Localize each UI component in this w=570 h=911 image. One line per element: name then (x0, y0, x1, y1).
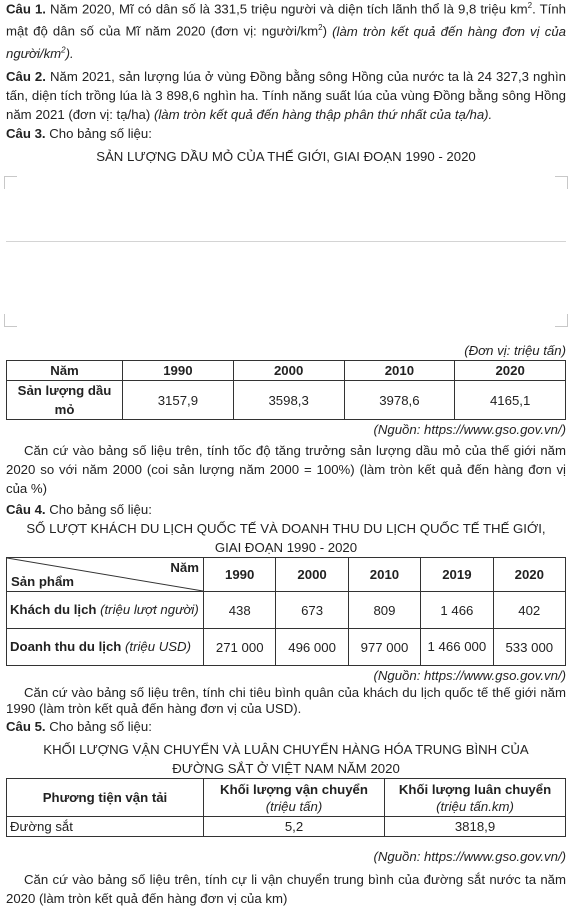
table-2-source-text: (Nguồn: https://www.gso.gov.vn/) (373, 668, 566, 684)
question-1 (6, 0, 566, 63)
question-1-note-sup: 2 (61, 45, 66, 55)
table-2-header-cell: 1990 (204, 558, 276, 592)
table-3-title-line-1: KHỐI LƯỢNG VẬN CHUYỂN VÀ LUÂN CHUYỂN HÀNG HÓA TRUNG BÌNH CỦA (43, 742, 529, 758)
table-2-row (7, 629, 566, 666)
question-5-intro-text: Cho bảng số liệu: (45, 719, 152, 735)
table-2-cell: 809 (348, 592, 420, 629)
question-2-note: (làm tròn kết quả đến hàng thập phân thứ nhất của tạ/ha). (153, 107, 493, 123)
table-2-title-line-2: GIAI ĐOẠN 1990 - 2020 (214, 540, 358, 556)
table-2-source (6, 666, 566, 685)
table-2-corner-cell (7, 558, 204, 592)
table-2-cell: 673 (276, 592, 348, 629)
question-3-label: Câu 3. (6, 126, 46, 142)
table-1-header-cell: 2000 (233, 361, 344, 381)
table-2-cell: 271 000 (204, 629, 276, 666)
table-2-row-label-unit: (triệu lượt người) (100, 602, 199, 618)
table-2 (6, 557, 566, 666)
question-1-label: Câu 1. (6, 1, 46, 17)
table-2-title-line-1: SỐ LƯỢT KHÁCH DU LỊCH QUỐC TẾ VÀ DOANH THU DU LỊCH QUỐC TẾ THẾ GIỚI, (26, 521, 546, 537)
table-1-source (6, 420, 566, 439)
question-5-text: Căn cứ vào bảng số liệu trên, tính cự li vận chuyển trung bình của đường sắt nước ta năm 2020 (làm tròn kết quả đến hàng đơn vị của km) (6, 872, 566, 907)
corner-mark-top-right (555, 176, 568, 189)
table-3-header-cell (385, 779, 566, 817)
corner-mark-bottom-left (4, 314, 17, 327)
table-1-header-cell: 2010 (344, 361, 455, 381)
table-1-source-text: (Nguồn: https://www.gso.gov.vn/) (373, 422, 566, 438)
table-1-header-cell: 2020 (455, 361, 566, 381)
table-2-row-label (7, 592, 204, 629)
question-1-sup-2: 2 (318, 23, 323, 33)
table-1-cell: 3598,3 (233, 381, 344, 420)
question-1-text-2: . Tính mật độ dân số của Mĩ năm 2020 (đơn vị: người/km (6, 1, 566, 39)
question-1-sup-1: 2 (527, 1, 533, 10)
table-2-header-cell: 2010 (348, 558, 420, 592)
table-2-cell: 1 466 (421, 592, 493, 629)
table-2-row-label-text: Doanh thu du lịch (10, 639, 126, 655)
table-1-unit-text: (Đơn vị: triệu tấn) (464, 343, 566, 359)
table-3-title-line-2: ĐƯỜNG SẮT Ở VIỆT NAM NĂM 2020 (172, 761, 400, 777)
corner-mark-bottom-right (555, 314, 568, 327)
table-2-row (7, 592, 566, 629)
question-4-intro-text: Cho bảng số liệu: (45, 502, 152, 518)
question-1-text-3: ) (322, 23, 333, 39)
table-3-header-unit: (triệu tấn) (265, 798, 323, 814)
table-2-corner-bottom: Sản phẩm (11, 574, 75, 590)
table-3-cell: 3818,9 (385, 817, 566, 837)
table-3-header-text: Khối lượng luân chuyển (398, 781, 552, 797)
table-3-source-text: (Nguồn: https://www.gso.gov.vn/) (373, 849, 566, 865)
question-4-text: Căn cứ vào bảng số liệu trên, tính chi tiêu bình quân của khách du lịch quốc tế thế giới năm 1990 (làm tròn kết quả đến hàng đơn vị của USD). (6, 685, 566, 717)
table-1-header-cell: Năm (7, 361, 123, 381)
table-2-header-cell: 2000 (276, 558, 348, 592)
table-3-header-unit: (triệu tấn.km) (436, 798, 514, 814)
table-1 (6, 360, 566, 420)
table-3-source (6, 847, 566, 866)
question-3-text: Căn cứ vào bảng số liệu trên, tính tốc độ tăng trưởng sản lượng dầu mỏ của thế giới năm 2020 so với năm 2000 (coi sản lượng năm 2000 = 100%) (làm tròn kết quả đến hàng đơn vị của %) (6, 443, 566, 497)
question-4-intro (6, 500, 566, 519)
question-1-note-text: (làm tròn kết quả đến hàng đơn vị của người/km (6, 23, 566, 62)
question-1-note-end: ). (65, 46, 74, 62)
table-3-row (7, 817, 566, 837)
table-2-corner-top: Năm (170, 560, 199, 576)
table-2-cell: 533 000 (493, 629, 565, 666)
table-1-unit (6, 341, 566, 360)
table-2-cell: 438 (204, 592, 276, 629)
table-1-row-label: Sản lượng dầu mỏ (7, 381, 123, 420)
divider-line (6, 241, 566, 242)
question-2 (6, 67, 566, 124)
question-4-label: Câu 4. (6, 502, 46, 518)
table-2-cell: 977 000 (348, 629, 420, 666)
table-1-row (7, 381, 566, 420)
table-1-header-row (7, 361, 566, 381)
question-5-intro (6, 717, 566, 736)
table-2-row-label-text: Khách du lịch (10, 602, 101, 618)
table-3-row-label: Đường sắt (7, 817, 204, 837)
question-3-intro-text: Cho bảng số liệu: (45, 126, 152, 142)
table-1-header-cell: 1990 (123, 361, 234, 381)
table-2-row-label-unit: (triệu USD) (125, 639, 191, 655)
table-3-header-text: Khối lượng vận chuyển (220, 781, 368, 797)
question-2-text: Năm 2021, sản lượng lúa ở vùng Đồng bằng sông Hồng của nước ta là 24 327,3 nghìn tấn, diện tích trồng lúa là 3 898,6 nghìn ha. Tính năng suất lúa của vùng Đồng bằng sông Hồng năm 2021 (đơn vị: tạ/ha) (6, 69, 566, 123)
table-2-row-label (7, 629, 204, 666)
table-3-header-cell (204, 779, 385, 817)
table-1-cell: 4165,1 (455, 381, 566, 420)
blank-image-area (6, 166, 566, 341)
table-1-cell: 3978,6 (344, 381, 455, 420)
table-1-title: SẢN LƯỢNG DẦU MỎ CỦA THẾ GIỚI, GIAI ĐOẠN 1990 - 2020 (96, 149, 476, 165)
table-3-header-cell: Phương tiện vận tải (7, 779, 204, 817)
table-2-cell: 1 466 000 (421, 629, 493, 666)
table-3-cell: 5,2 (204, 817, 385, 837)
table-3 (6, 778, 566, 837)
question-2-label: Câu 2. (6, 69, 46, 85)
corner-mark-top-left (4, 176, 17, 189)
question-3-intro (6, 124, 566, 143)
table-2-cell: 496 000 (276, 629, 348, 666)
table-2-cell: 402 (493, 592, 565, 629)
table-2-header-cell: 2020 (493, 558, 565, 592)
question-1-text-1: Năm 2020, Mĩ có dân số là 331,5 triệu người và diện tích lãnh thổ là 9,8 triệu km (50, 1, 528, 17)
table-2-header-row (7, 558, 566, 592)
table-2-header-cell: 2019 (421, 558, 493, 592)
question-5-label: Câu 5. (6, 719, 46, 735)
table-1-cell: 3157,9 (123, 381, 234, 420)
table-3-header-row (7, 779, 566, 817)
